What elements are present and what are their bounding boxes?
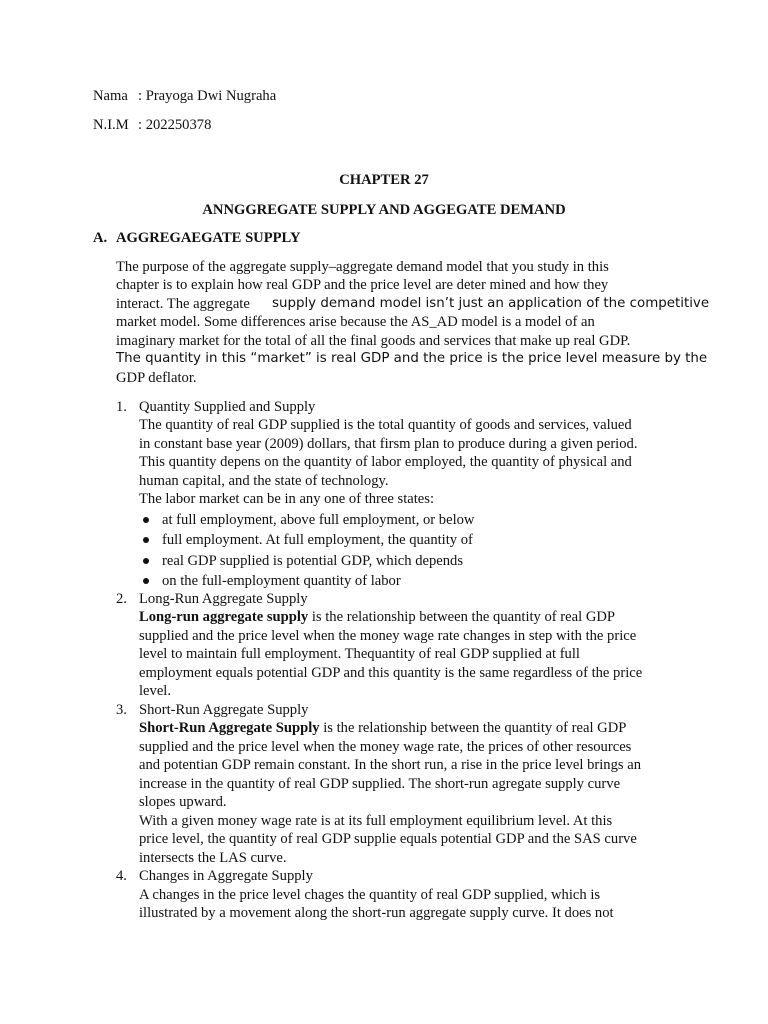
- item-line: and potentian GDP remain constant. In the short run, a rise in the price level brings an: [139, 757, 641, 773]
- section-marker: A.: [93, 230, 108, 246]
- bullet-text: at full employment, above full employment, or below: [162, 512, 475, 528]
- item-line: This quantity depens on the quantity of labor employed, the quantity of physical and: [139, 454, 632, 470]
- item-line: intersects the LAS curve.: [139, 850, 287, 866]
- item-title: Quantity Supplied and Supply: [139, 399, 316, 415]
- item-lead-rest: is the relationship between the quantity of real GDP: [319, 720, 627, 736]
- item-line: in constant base year (2009) dollars, that firsm plan to produce during a given period.: [139, 436, 638, 452]
- nim-label: N.I.M: [93, 117, 129, 133]
- intro-line: The purpose of the aggregate supply–aggregate demand model that you study in this: [116, 259, 609, 275]
- intro-line: interact. The aggregate: [116, 296, 250, 312]
- intro-line: GDP deflator.: [116, 370, 197, 386]
- nim-value: : 202250378: [138, 117, 212, 133]
- item-line: With a given money wage rate is at its full employment equilibrium level. At this: [139, 813, 613, 829]
- item-line: illustrated by a movement along the short-run aggregate supply curve. It does not: [139, 905, 614, 921]
- chapter-title: ANNGGREGATE SUPPLY AND AGGEGATE DEMAND: [202, 202, 566, 218]
- item-line: slopes upward.: [139, 794, 227, 810]
- item-number: 4.: [116, 868, 127, 884]
- intro-line: supply demand model isn’t just an application of the competitive: [272, 296, 710, 311]
- intro-line: imaginary market for the total of all the final goods and services that make up real GDP.: [116, 333, 631, 349]
- item-bold-lead: Short-Run Aggregate Supply: [139, 720, 320, 736]
- item-line: level.: [139, 683, 172, 699]
- bullet-dot: [143, 517, 149, 523]
- bullet-text: real GDP supplied is potential GDP, which depends: [162, 553, 464, 569]
- section-heading: AGGREGAEGATE SUPPLY: [116, 230, 301, 246]
- item-number: 3.: [116, 702, 127, 718]
- item-bold-lead: Long-run aggregate supply: [139, 609, 309, 625]
- item-lead-line: [139, 719, 626, 737]
- item-line: supplied and the price level when the money wage rate changes in step with the price: [139, 628, 637, 644]
- item-line: level to maintain full employment. Thequantity of real GDP supplied at full: [139, 646, 580, 662]
- intro-line: chapter is to explain how real GDP and the price level are deter mined and how they: [116, 277, 609, 293]
- item-line: employment equals potential GDP and this quantity is the same regardless of the price: [139, 665, 643, 681]
- item-number: 2.: [116, 591, 127, 607]
- name-value: : Prayoga Dwi Nugraha: [138, 88, 277, 104]
- intro-line: The quantity in this “market” is real GDP and the price is the price level measure by the: [116, 351, 708, 366]
- item-lead-line: [139, 608, 615, 626]
- item-title: Long-Run Aggregate Supply: [139, 591, 308, 607]
- item-title: Short-Run Aggregate Supply: [139, 702, 309, 718]
- item-line: supplied and the price level when the money wage rate, the prices of other resources: [139, 739, 632, 755]
- item-lead-rest: is the relationship between the quantity of real GDP: [308, 609, 616, 625]
- bullet-dot: [143, 578, 149, 584]
- item-line: increase in the quantity of real GDP supplied. The short-run agregate supply curve: [139, 776, 621, 792]
- bullet-text: on the full-employment quantity of labor: [162, 573, 401, 589]
- item-number: 1.: [116, 399, 127, 415]
- bullet-dot: [143, 537, 149, 543]
- chapter-number: CHAPTER 27: [339, 172, 429, 188]
- item-title: Changes in Aggregate Supply: [139, 868, 313, 884]
- intro-line: market model. Some differences arise because the AS_AD model is a model of an: [116, 314, 595, 330]
- name-label: Nama: [93, 88, 128, 104]
- item-line: human capital, and the state of technology.: [139, 473, 389, 489]
- bullet-dot: [143, 558, 149, 564]
- bullet-text: full employment. At full employment, the quantity of: [162, 532, 473, 548]
- item-line: The labor market can be in any one of three states:: [139, 491, 434, 507]
- item-line: price level, the quantity of real GDP supplie equals potential GDP and the SAS curve: [139, 831, 637, 847]
- item-line: The quantity of real GDP supplied is the total quantity of goods and services, valued: [139, 417, 632, 433]
- item-line: A changes in the price level chages the quantity of real GDP supplied, which is: [139, 887, 601, 903]
